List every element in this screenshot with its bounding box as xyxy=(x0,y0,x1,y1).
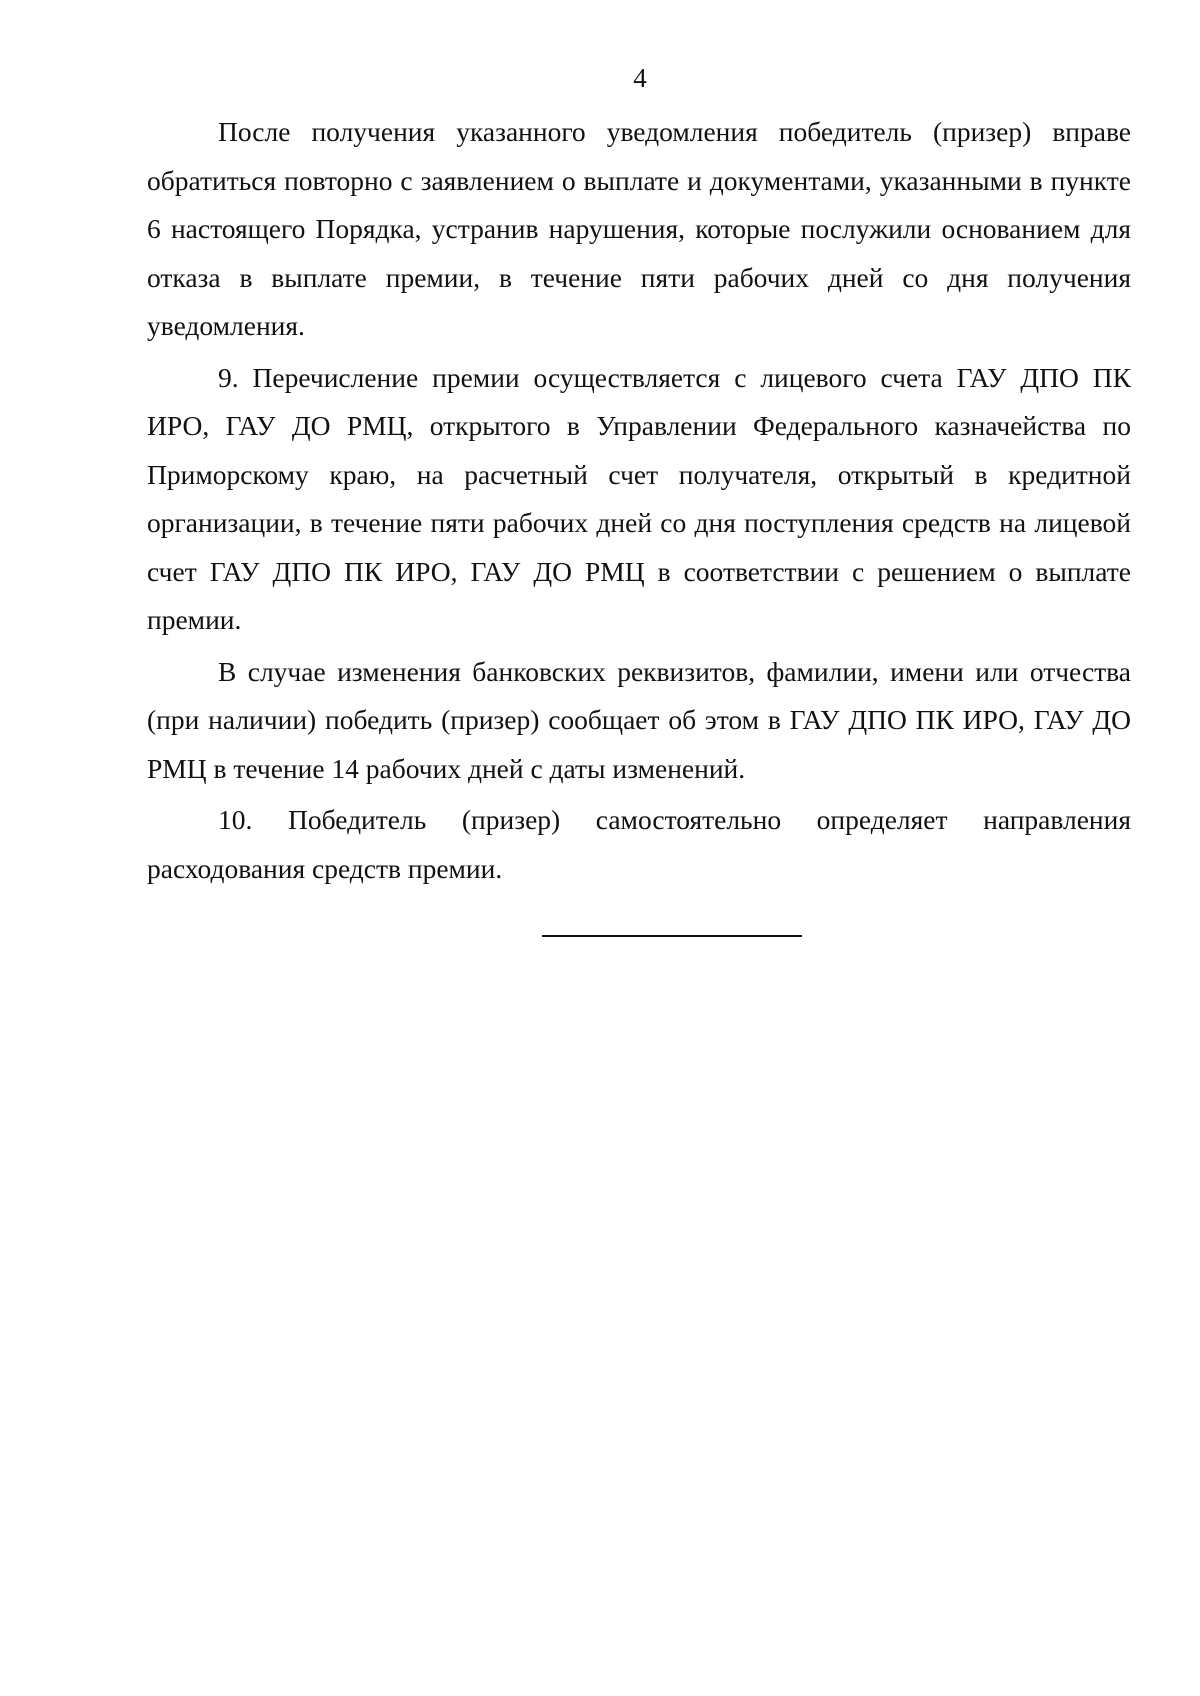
paragraph-item-10-spending: 10. Победитель (призер) самостоятельно определяет направления расходования средств премии. xyxy=(147,804,1131,884)
page-number: 4 xyxy=(633,63,647,93)
paragraph-item-9-transfer: 9. Перечисление премии осуществляется с лицевого счета ГАУ ДПО ПК ИРО, ГАУ ДО РМЦ, открытого в Управлении Федерального казначейства по Приморскому краю, на расчетный счет получателя, открытый в кредитной организации, в течение пяти рабочих дней со дня поступления средств на лицевой счет ГАУ ДПО ПК ИРО, ГАУ ДО РМЦ в соответствии с решением о выплате премии. xyxy=(147,361,1131,635)
document-body xyxy=(147,108,1131,896)
end-separator-line xyxy=(542,935,802,937)
paragraph-details-change: В случае изменения банковских реквизитов, фамилии, имени или отчества (при наличии) победить (призер) сообщает об этом в ГАУ ДПО ПК ИРО, ГАУ ДО РМЦ в течение 14 рабочих дней с даты изменений. xyxy=(147,655,1131,784)
paragraph-notification-reapply: После получения указанного уведомления победитель (призер) вправе обратиться повторно с заявлением о выплате и документами, указанными в пункте 6 настоящего Порядка, устранив нарушения, которые послужили основанием для отказа в выплате премии, в течение пяти рабочих дней со дня получения уведомления. xyxy=(147,116,1131,341)
